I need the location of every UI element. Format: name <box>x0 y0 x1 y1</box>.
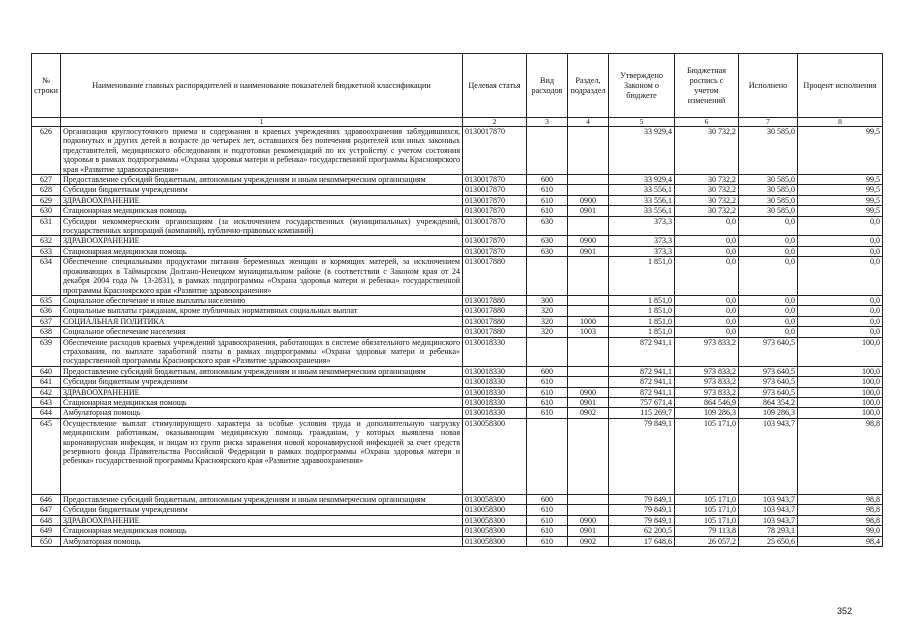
column-number-blank <box>32 118 61 127</box>
expense-type-cell: 610 <box>527 397 568 407</box>
row-number-cell: 637 <box>32 316 61 326</box>
budget-schedule-cell: 0,0 <box>675 316 739 326</box>
executed-amount-cell: 0,0 <box>739 316 798 326</box>
table-row <box>32 127 883 175</box>
section-cell <box>568 216 609 236</box>
percent-cell: 0,0 <box>798 295 883 305</box>
executed-amount-cell: 0,0 <box>739 246 798 256</box>
executed-amount-cell: 30 585,0 <box>739 175 798 185</box>
target-article-cell: 0130017870 <box>463 175 527 185</box>
approved-amount-cell: 62 200,5 <box>609 526 675 536</box>
target-article-cell: 0130018330 <box>463 337 527 366</box>
row-name-cell: Социальное обеспечение и иные выплаты населению <box>61 295 463 305</box>
header-section: Раздел, подраздел <box>568 54 609 118</box>
approved-amount-cell: 79 849,1 <box>609 505 675 515</box>
row-name-cell: Стационарная медицинская помощь <box>61 206 463 216</box>
header-approved: Утверждено Законом о бюджете <box>609 54 675 118</box>
budget-schedule-cell: 973 833,2 <box>675 387 739 397</box>
row-number-cell: 640 <box>32 366 61 376</box>
section-cell <box>568 127 609 175</box>
table-row <box>32 377 883 387</box>
row-number-cell: 628 <box>32 185 61 195</box>
expense-type-cell <box>527 418 568 494</box>
page-number: 352 <box>837 606 853 616</box>
section-cell: 0902 <box>568 408 609 418</box>
row-name-cell: СОЦИАЛЬНАЯ ПОЛИТИКА <box>61 316 463 326</box>
section-cell <box>568 337 609 366</box>
row-name-cell: ЗДРАВООХРАНЕНИЕ <box>61 515 463 525</box>
table-row <box>32 397 883 407</box>
section-cell <box>568 257 609 296</box>
expense-type-cell: 610 <box>527 536 568 546</box>
expense-type-cell <box>527 337 568 366</box>
section-cell: 0901 <box>568 206 609 216</box>
expense-type-cell: 600 <box>527 175 568 185</box>
target-article-cell: 0130017870 <box>463 236 527 246</box>
row-number-cell: 633 <box>32 246 61 256</box>
column-number: 8 <box>798 118 883 127</box>
approved-amount-cell: 872 941,1 <box>609 387 675 397</box>
percent-cell: 98,8 <box>798 515 883 525</box>
row-name-cell: Стационарная медицинская помощь <box>61 246 463 256</box>
approved-amount-cell: 757 671,4 <box>609 397 675 407</box>
target-article-cell: 0130058300 <box>463 418 527 494</box>
approved-amount-cell: 33 556,1 <box>609 206 675 216</box>
percent-cell: 99,5 <box>798 127 883 175</box>
approved-amount-cell: 373,3 <box>609 236 675 246</box>
target-article-cell: 0130018330 <box>463 397 527 407</box>
row-number-cell: 627 <box>32 175 61 185</box>
row-number-cell: 643 <box>32 397 61 407</box>
approved-amount-cell: 872 941,1 <box>609 377 675 387</box>
budget-table-container <box>31 53 882 547</box>
target-article-cell: 0130017880 <box>463 316 527 326</box>
table-row <box>32 216 883 236</box>
budget-schedule-cell: 0,0 <box>675 236 739 246</box>
target-article-cell: 0130017870 <box>463 206 527 216</box>
budget-schedule-cell: 30 732,2 <box>675 185 739 195</box>
percent-cell: 0,0 <box>798 236 883 246</box>
approved-amount-cell: 1 851,0 <box>609 316 675 326</box>
executed-amount-cell: 103 943,7 <box>739 494 798 504</box>
percent-cell: 98,8 <box>798 418 883 494</box>
row-number-cell: 639 <box>32 337 61 366</box>
percent-cell: 100,0 <box>798 377 883 387</box>
table-body <box>32 127 883 547</box>
target-article-cell: 0130018330 <box>463 366 527 376</box>
column-number: 3 <box>527 118 568 127</box>
expense-type-cell: 610 <box>527 185 568 195</box>
row-number-cell: 632 <box>32 236 61 246</box>
row-number-cell: 646 <box>32 494 61 504</box>
target-article-cell: 0130017870 <box>463 216 527 236</box>
header-percent: Процент исполнения <box>798 54 883 118</box>
executed-amount-cell: 973 640,5 <box>739 377 798 387</box>
expense-type-cell: 600 <box>527 366 568 376</box>
executed-amount-cell: 0,0 <box>739 327 798 337</box>
percent-cell: 0,0 <box>798 327 883 337</box>
budget-schedule-cell: 109 286,3 <box>675 408 739 418</box>
section-cell: 0900 <box>568 195 609 205</box>
percent-cell: 100,0 <box>798 397 883 407</box>
target-article-cell: 0130017880 <box>463 306 527 316</box>
table-row <box>32 505 883 515</box>
column-number: 4 <box>568 118 609 127</box>
row-name-cell: Субсидии бюджетным учреждениям <box>61 377 463 387</box>
header-expense-type: Вид расходов <box>527 54 568 118</box>
section-cell <box>568 306 609 316</box>
budget-schedule-cell: 0,0 <box>675 216 739 236</box>
table-row <box>32 185 883 195</box>
row-number-cell: 631 <box>32 216 61 236</box>
approved-amount-cell: 1 851,0 <box>609 327 675 337</box>
approved-amount-cell: 1 851,0 <box>609 306 675 316</box>
row-name-cell: Предоставление субсидий бюджетным, автономным учреждениям и иным некоммерческим организациям <box>61 175 463 185</box>
executed-amount-cell: 103 943,7 <box>739 418 798 494</box>
approved-amount-cell: 33 929,4 <box>609 127 675 175</box>
table-row <box>32 327 883 337</box>
percent-cell: 99,5 <box>798 175 883 185</box>
table-row <box>32 536 883 546</box>
target-article-cell: 0130017870 <box>463 127 527 175</box>
expense-type-cell: 320 <box>527 316 568 326</box>
target-article-cell: 0130017870 <box>463 185 527 195</box>
section-cell: 0900 <box>568 515 609 525</box>
row-name-cell: Стационарная медицинская помощь <box>61 526 463 536</box>
executed-amount-cell: 0,0 <box>739 306 798 316</box>
expense-type-cell: 610 <box>527 505 568 515</box>
target-article-cell: 0130018330 <box>463 377 527 387</box>
section-cell <box>568 366 609 376</box>
row-number-cell: 630 <box>32 206 61 216</box>
row-name-cell: Амбулаторная помощь <box>61 408 463 418</box>
header-name: Наименование главных распорядителей и наименование показателей бюджетной классификации <box>61 54 463 118</box>
approved-amount-cell: 1 851,0 <box>609 257 675 296</box>
expense-type-cell: 630 <box>527 236 568 246</box>
row-number-cell: 648 <box>32 515 61 525</box>
percent-cell: 99,5 <box>798 195 883 205</box>
section-cell <box>568 505 609 515</box>
expense-type-cell: 610 <box>527 526 568 536</box>
header-row-number: № строки <box>32 54 61 118</box>
approved-amount-cell: 373,3 <box>609 216 675 236</box>
percent-cell: 99,5 <box>798 206 883 216</box>
budget-schedule-cell: 30 732,2 <box>675 127 739 175</box>
executed-amount-cell: 973 640,5 <box>739 366 798 376</box>
row-name-cell: Амбулаторная помощь <box>61 536 463 546</box>
row-number-cell: 641 <box>32 377 61 387</box>
row-number-cell: 645 <box>32 418 61 494</box>
percent-cell: 0,0 <box>798 316 883 326</box>
percent-cell: 98,4 <box>798 536 883 546</box>
expense-type-cell: 630 <box>527 246 568 256</box>
section-cell <box>568 295 609 305</box>
percent-cell: 0,0 <box>798 306 883 316</box>
expense-type-cell: 610 <box>527 408 568 418</box>
target-article-cell: 0130058300 <box>463 536 527 546</box>
row-name-cell: Стационарная медицинская помощь <box>61 397 463 407</box>
percent-cell: 98,8 <box>798 494 883 504</box>
row-name-cell: Предоставление субсидий бюджетным, автономным учреждениям и иным некоммерческим организациям <box>61 366 463 376</box>
expense-type-cell <box>527 257 568 296</box>
budget-schedule-cell: 0,0 <box>675 306 739 316</box>
budget-schedule-cell: 0,0 <box>675 295 739 305</box>
column-number: 7 <box>739 118 798 127</box>
approved-amount-cell: 1 851,0 <box>609 295 675 305</box>
row-number-cell: 626 <box>32 127 61 175</box>
section-cell <box>568 377 609 387</box>
executed-amount-cell: 30 585,0 <box>739 206 798 216</box>
expense-type-cell: 610 <box>527 377 568 387</box>
table-row <box>32 494 883 504</box>
executed-amount-cell: 109 286,3 <box>739 408 798 418</box>
section-cell: 0901 <box>568 397 609 407</box>
target-article-cell: 0130058300 <box>463 505 527 515</box>
approved-amount-cell: 17 648,6 <box>609 536 675 546</box>
percent-cell: 99,0 <box>798 526 883 536</box>
executed-amount-cell: 973 640,5 <box>739 337 798 366</box>
approved-amount-cell: 33 556,1 <box>609 195 675 205</box>
column-number: 6 <box>675 118 739 127</box>
section-cell <box>568 175 609 185</box>
row-name-cell: Субсидии бюджетным учреждениям <box>61 505 463 515</box>
target-article-cell: 0130017870 <box>463 195 527 205</box>
row-name-cell: Обеспечение расходов краевых учреждений здравоохранения, работающих в системе обязательного медицинского страхования, по выплате заработной платы в рамках подпрограммы «Охрана здоровья матери и ребенка» государственной программы Красноярского края «Развитие здравоохранения» <box>61 337 463 366</box>
target-article-cell: 0130017880 <box>463 257 527 296</box>
section-cell <box>568 418 609 494</box>
budget-schedule-cell: 30 732,2 <box>675 195 739 205</box>
target-article-cell: 0130018330 <box>463 387 527 397</box>
budget-schedule-cell: 973 833,2 <box>675 337 739 366</box>
row-number-cell: 642 <box>32 387 61 397</box>
row-name-cell: Организация круглосуточного приема и содержания в краевых учреждениях здравоохранения заблудившихся, подкинутых и других детей в возрасте до четырех лет, оставшихся без попечения родителей или иных законных представителей, медицинского обследования и подготовки рекомендаций по их устройству с учетом состояния здоровья в рамках подпрограммы «Охрана здоровья матери и ребенка» государственной программы Красноярского края «Развитие здравоохранения» <box>61 127 463 175</box>
budget-schedule-cell: 0,0 <box>675 327 739 337</box>
percent-cell: 99,5 <box>798 185 883 195</box>
expense-type-cell: 610 <box>527 206 568 216</box>
header-target-article: Целевая статья <box>463 54 527 118</box>
row-name-cell: Субсидии некоммерческим организациям (за исключением государственных (муниципальных) учреждений, государственных корпораций (компаний), публично-правовых компаний) <box>61 216 463 236</box>
row-name-cell: Социальное обеспечение населения <box>61 327 463 337</box>
percent-cell: 98,8 <box>798 505 883 515</box>
budget-execution-table <box>31 53 883 547</box>
budget-schedule-cell: 105 171,0 <box>675 418 739 494</box>
executed-amount-cell: 973 640,5 <box>739 387 798 397</box>
table-row <box>32 195 883 205</box>
row-number-cell: 629 <box>32 195 61 205</box>
target-article-cell: 0130058300 <box>463 515 527 525</box>
budget-schedule-cell: 0,0 <box>675 257 739 296</box>
expense-type-cell: 610 <box>527 387 568 397</box>
table-row <box>32 337 883 366</box>
approved-amount-cell: 872 941,1 <box>609 337 675 366</box>
executed-amount-cell: 0,0 <box>739 236 798 246</box>
target-article-cell: 0130058300 <box>463 526 527 536</box>
table-row <box>32 515 883 525</box>
percent-cell: 100,0 <box>798 408 883 418</box>
executed-amount-cell: 78 293,1 <box>739 526 798 536</box>
executed-amount-cell: 30 585,0 <box>739 195 798 205</box>
percent-cell: 100,0 <box>798 337 883 366</box>
percent-cell: 0,0 <box>798 257 883 296</box>
budget-schedule-cell: 79 113,8 <box>675 526 739 536</box>
column-number: 2 <box>463 118 527 127</box>
section-cell: 0902 <box>568 536 609 546</box>
section-cell: 0901 <box>568 526 609 536</box>
section-cell: 1000 <box>568 316 609 326</box>
target-article-cell: 0130017880 <box>463 295 527 305</box>
executed-amount-cell: 864 354,2 <box>739 397 798 407</box>
expense-type-cell: 300 <box>527 295 568 305</box>
target-article-cell: 0130018330 <box>463 408 527 418</box>
approved-amount-cell: 373,3 <box>609 246 675 256</box>
row-number-cell: 636 <box>32 306 61 316</box>
budget-schedule-cell: 973 833,2 <box>675 366 739 376</box>
budget-schedule-cell: 105 171,0 <box>675 494 739 504</box>
row-name-cell: Обеспечение специальными продуктами питания беременных женщин и кормящих матерей, за исключением проживающих в Таймырском Долгано-Ненецком муниципальном районе (в соответствии с Законом края от 24 декабря 2004 года № 13-2831), в рамках подпрограммы «Охрана здоровья матери и ребенка» государственной программы Красноярского края «Развитие здравоохранения» <box>61 257 463 296</box>
row-number-cell: 644 <box>32 408 61 418</box>
table-row <box>32 175 883 185</box>
target-article-cell: 0130058300 <box>463 494 527 504</box>
approved-amount-cell: 79 849,1 <box>609 494 675 504</box>
row-number-cell: 635 <box>32 295 61 305</box>
section-cell: 0900 <box>568 387 609 397</box>
approved-amount-cell: 79 849,1 <box>609 515 675 525</box>
row-name-cell: ЗДРАВООХРАНЕНИЕ <box>61 236 463 246</box>
budget-schedule-cell: 26 057,2 <box>675 536 739 546</box>
table-row <box>32 257 883 296</box>
row-number-cell: 650 <box>32 536 61 546</box>
row-number-cell: 649 <box>32 526 61 536</box>
target-article-cell: 0130017870 <box>463 246 527 256</box>
row-name-cell: Субсидии бюджетным учреждениям <box>61 185 463 195</box>
expense-type-cell: 610 <box>527 515 568 525</box>
table-row <box>32 236 883 246</box>
executed-amount-cell: 0,0 <box>739 257 798 296</box>
row-name-cell: Социальные выплаты гражданам, кроме публичных нормативных социальных выплат <box>61 306 463 316</box>
row-name-cell: ЗДРАВООХРАНЕНИЕ <box>61 195 463 205</box>
column-number: 5 <box>609 118 675 127</box>
table-row <box>32 246 883 256</box>
table-row <box>32 387 883 397</box>
expense-type-cell: 630 <box>527 216 568 236</box>
executed-amount-cell: 0,0 <box>739 295 798 305</box>
executed-amount-cell: 30 585,0 <box>739 127 798 175</box>
approved-amount-cell: 79 849,1 <box>609 418 675 494</box>
table-row <box>32 306 883 316</box>
column-number: 1 <box>61 118 463 127</box>
table-row <box>32 366 883 376</box>
executed-amount-cell: 103 943,7 <box>739 515 798 525</box>
approved-amount-cell: 872 941,1 <box>609 366 675 376</box>
header-budget-schedule: Бюджетная роспись с учетом изменений <box>675 54 739 118</box>
section-cell <box>568 185 609 195</box>
table-row <box>32 526 883 536</box>
percent-cell: 0,0 <box>798 216 883 236</box>
executed-amount-cell: 103 943,7 <box>739 505 798 515</box>
table-row <box>32 206 883 216</box>
row-name-cell: ЗДРАВООХРАНЕНИЕ <box>61 387 463 397</box>
expense-type-cell <box>527 127 568 175</box>
budget-schedule-cell: 30 732,2 <box>675 206 739 216</box>
budget-schedule-cell: 973 833,2 <box>675 377 739 387</box>
approved-amount-cell: 115 269,7 <box>609 408 675 418</box>
target-article-cell: 0130017880 <box>463 327 527 337</box>
budget-schedule-cell: 864 546,9 <box>675 397 739 407</box>
section-cell: 0900 <box>568 236 609 246</box>
section-cell: 1003 <box>568 327 609 337</box>
table-row <box>32 316 883 326</box>
percent-cell: 100,0 <box>798 387 883 397</box>
table-row <box>32 295 883 305</box>
row-number-cell: 634 <box>32 257 61 296</box>
budget-schedule-cell: 30 732,2 <box>675 175 739 185</box>
expense-type-cell: 320 <box>527 327 568 337</box>
section-cell <box>568 494 609 504</box>
budget-schedule-cell: 0,0 <box>675 246 739 256</box>
executed-amount-cell: 30 585,0 <box>739 185 798 195</box>
section-cell: 0901 <box>568 246 609 256</box>
executed-amount-cell: 0,0 <box>739 216 798 236</box>
expense-type-cell: 320 <box>527 306 568 316</box>
row-number-cell: 647 <box>32 505 61 515</box>
row-name-cell: Предоставление субсидий бюджетным, автономным учреждениям и иным некоммерческим организациям <box>61 494 463 504</box>
column-number-row <box>32 118 883 127</box>
table-row <box>32 408 883 418</box>
table-row <box>32 418 883 494</box>
row-name-cell: Осуществление выплат стимулирующего характера за особые условия труда и дополнительную нагрузку медицинским работникам, оказывающим медицинскую помощь гражданам, у которых выявлена новая коронавирусная инфекция, и лицам из групп риска заражения новой коронавирусной инфекцией за счет средств резервного фонда Правительства Российской Федерации в рамках подпрограммы «Охрана здоровья матери и ребенка» государственной программы Красноярского края «Развитие здравоохранения» <box>61 418 463 494</box>
approved-amount-cell: 33 929,4 <box>609 175 675 185</box>
percent-cell: 100,0 <box>798 366 883 376</box>
budget-schedule-cell: 105 171,0 <box>675 515 739 525</box>
expense-type-cell: 610 <box>527 195 568 205</box>
budget-schedule-cell: 105 171,0 <box>675 505 739 515</box>
expense-type-cell: 600 <box>527 494 568 504</box>
approved-amount-cell: 33 556,1 <box>609 185 675 195</box>
header-executed: Исполнено <box>739 54 798 118</box>
executed-amount-cell: 25 650,6 <box>739 536 798 546</box>
percent-cell: 0,0 <box>798 246 883 256</box>
table-header <box>32 54 883 127</box>
row-number-cell: 638 <box>32 327 61 337</box>
